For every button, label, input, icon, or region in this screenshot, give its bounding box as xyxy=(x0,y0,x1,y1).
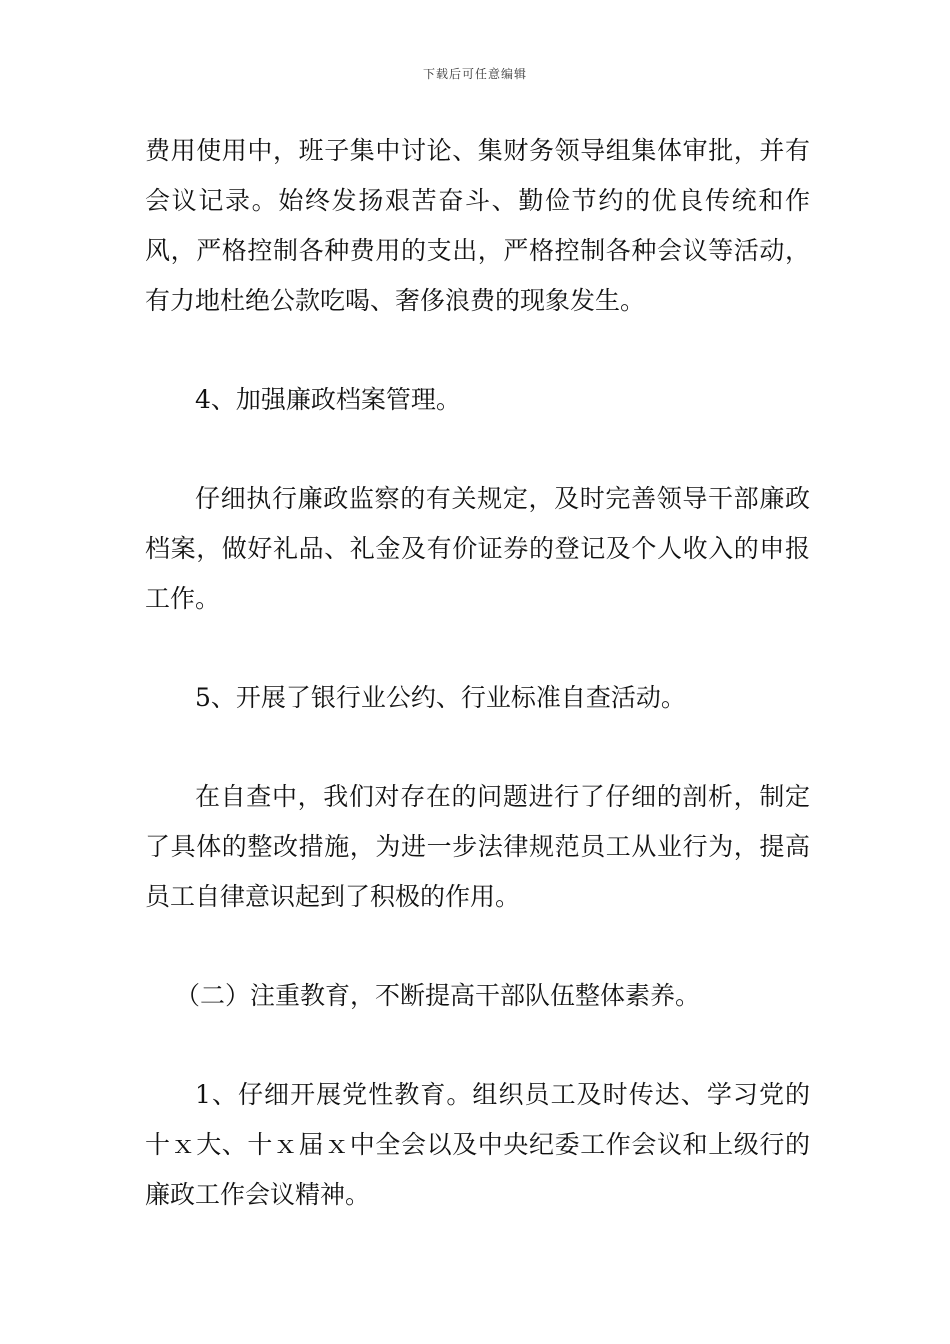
heading-item-4: 4、加强廉政档案管理。 xyxy=(195,385,461,414)
document-body xyxy=(145,126,810,1220)
paragraph-party-education: 1、仔细开展党性教育。组织员工及时传达、学习党的十ｘ大、十ｘ届ｘ中全会以及中央纪委工作会议和上级行的廉政工作会议精神。 xyxy=(145,1080,810,1209)
paragraph-gap xyxy=(145,425,810,474)
paragraph-self-inspection: 在自查中，我们对存在的问题进行了仔细的剖析，制定了具体的整改措施，为进一步法律规范员工从业行为，提高员工自律意识起到了积极的作用。 xyxy=(145,782,810,911)
page-header: 下载后可任意编辑 xyxy=(422,67,527,81)
paragraph-expense-control: 费用使用中，班子集中讨论、集财务领导组集体审批，并有会议记录。始终发扬艰苦奋斗、勤俭节约的优良传统和作风，严格控制各种费用的支出，严格控制各种会议等活动，有力地杜绝公款吃喝、奢侈浪费的现象发生。 xyxy=(145,136,810,315)
paragraph-gap xyxy=(145,624,810,673)
paragraph-gap xyxy=(145,922,810,971)
paragraph-gap xyxy=(145,723,810,772)
heading-item-5: 5、开展了银行业公约、行业标准自查活动。 xyxy=(195,683,686,712)
paragraph-gap xyxy=(145,1021,810,1070)
heading-section-2: （二）注重教育，不断提高干部队伍整体素养。 xyxy=(175,981,701,1010)
paragraph-gap xyxy=(145,326,810,375)
paragraph-archive-management: 仔细执行廉政监察的有关规定，及时完善领导干部廉政档案，做好礼品、礼金及有价证券的登记及个人收入的申报工作。 xyxy=(145,484,810,613)
